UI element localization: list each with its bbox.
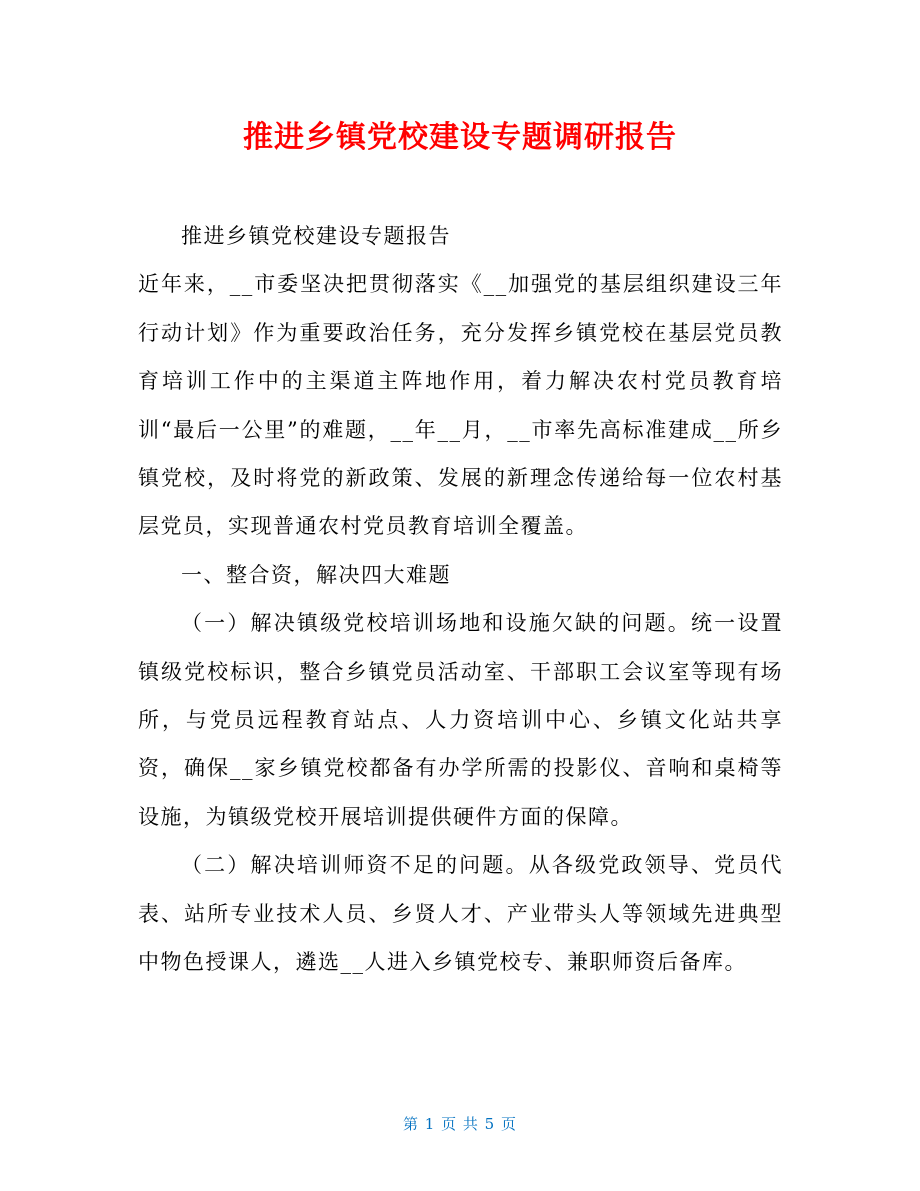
document-body [138,212,783,987]
paragraph-intro: 近年来，__市委坚决把贯彻落实《__加强党的基层组织建设三年行动计划》作为重要政治任务，充分发挥乡镇党校在基层党员教育培训工作中的主渠道主阵地作用，着力解决农村党员教育培训“最后一公里”的难题，__年__月，__市率先高标准建成__所乡镇党校，及时将党的新政策、发展的新理念传递给每一位农村基层党员，实现普通农村党员教育培训全覆盖。 [138,272,783,539]
document-title: 推进乡镇党校建设专题调研报告 [243,120,677,155]
page-number-footer: 第 1 页 共 5 页 [403,1115,517,1133]
section-heading-1: 一、整合资，解决四大难题 [181,562,451,587]
paragraph-item-2: （二）解决培训师资不足的问题。从各级党政领导、党员代表、站所专业技术人员、乡贤人才、产业带头人等领域先进典型中物色授课人，遴选__人进入乡镇党校专、兼职师资后备库。 [138,853,783,975]
paragraph-item-1: （一）解决镇级党校培训场地和设施欠缺的问题。统一设置镇级党校标识，整合乡镇党员活动室、干部职工会议室等现有场所，与党员远程教育站点、人力资培训中心、乡镇文化站共享资，确保__家乡镇党校都备有办学所需的投影仪、音响和桌椅等设施，为镇级党校开展培训提供硬件方面的保障。 [138,611,783,829]
report-subtitle: 推进乡镇党校建设专题报告 [181,224,451,248]
